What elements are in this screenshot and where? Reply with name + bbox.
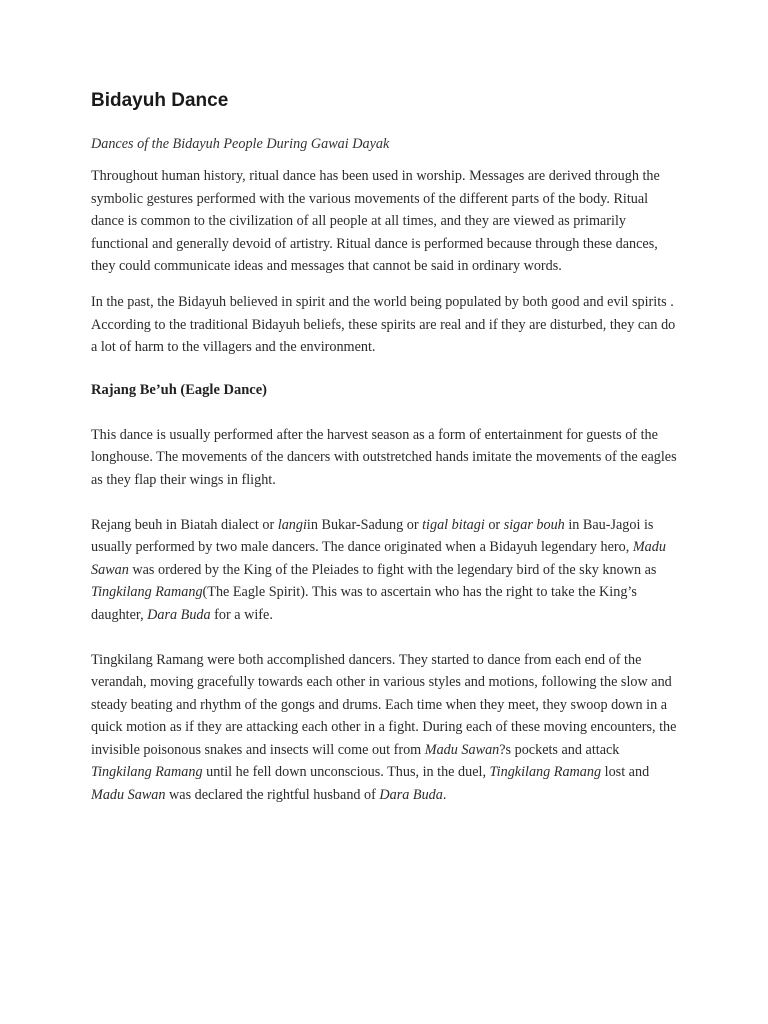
text-run: Rejang beuh in Biatah dialect or (91, 516, 278, 533)
italic-term: Madu Sawan (91, 539, 666, 578)
italic-term: Tingkilang Ramang (489, 764, 602, 781)
italic-term: tigal bitagi (422, 516, 485, 533)
text-run: until he fell down unconscious. Thus, in the duel, (202, 764, 490, 781)
text-run: in Bau-Jagoi is usually performed by two male dancers. The dance originated when a Bidayuh legendary hero, (91, 516, 654, 556)
document-subtitle: Dances of the Bidayuh People During Gawai Dayak (91, 136, 390, 152)
text-run: ?s pockets and attack (499, 741, 620, 758)
paragraph-duel (91, 649, 679, 807)
paragraph-spirits: In the past, the Bidayuh believed in spirit and the world being populated by both good and evil spirits . According to the traditional Bidayuh beliefs, these spirits are real and if they are disturbed, they can do a lot of harm to the villagers and the environment. (91, 293, 676, 356)
text-run: was declared the rightful husband of (165, 787, 380, 804)
paragraph-eagle-dance-intro: This dance is usually performed after the harvest season as a form of entertainment for guests of the longhouse. The movements of the dancers with outstretched hands imitate the movements of the eagles as they flap their wings in flight. (91, 426, 677, 488)
italic-term: langi (277, 516, 307, 533)
text-run: (The Eagle Spirit). This was to ascertain who has the right to take the King’s daughter, (91, 584, 637, 623)
italic-term: Dara Buda (379, 787, 443, 804)
italic-term: Madu Sawan (424, 741, 500, 758)
text-run: lost and (601, 764, 650, 781)
italic-term: Dara Buda (147, 606, 211, 623)
text-run: . (442, 787, 447, 804)
paragraph-dance-origin (91, 514, 679, 627)
document-page (91, 88, 679, 807)
italic-term: Madu Sawan (91, 787, 166, 804)
text-run: or (484, 516, 504, 533)
document-title: Bidayuh Dance (91, 90, 229, 111)
italic-term: Tingkilang Ramang (91, 584, 203, 601)
italic-term: Tingkilang Ramang (91, 764, 203, 781)
paragraph-ritual-dance: Throughout human history, ritual dance has been used in worship. Messages are derived through the symbolic gestures performed with the various movements of the different parts of the body. Ritual dance is common to the civilization of all people at all times, and they are viewed as primarily functional and generally devoid of artistry. Ritual dance is performed because through these dances, they could communicate ideas and messages that cannot be said in ordinary words. (91, 168, 660, 275)
text-run: in Bukar-Sadung or (306, 516, 423, 533)
text-run: was ordered by the King of the Pleiades to fight with the legendary bird of the sky known as (128, 561, 657, 578)
section-heading-eagle-dance: Rajang Be’uh (Eagle Dance) (91, 381, 268, 398)
text-run: for a wife. (210, 606, 273, 623)
italic-term: sigar bouh (503, 516, 565, 533)
text-run: Tingkilang Ramang were both accomplished dancers. They started to dance from each end of the verandah, moving gracefully towards each other in various styles and motions, following the slow and steady beating and rhythm of the gongs and drums. Each time when they meet, they swoop down in a quick motion as if they are attacking each other in a fight. During each of these moving encounters, the invisible poisonous snakes and insects will come out from (91, 651, 677, 758)
